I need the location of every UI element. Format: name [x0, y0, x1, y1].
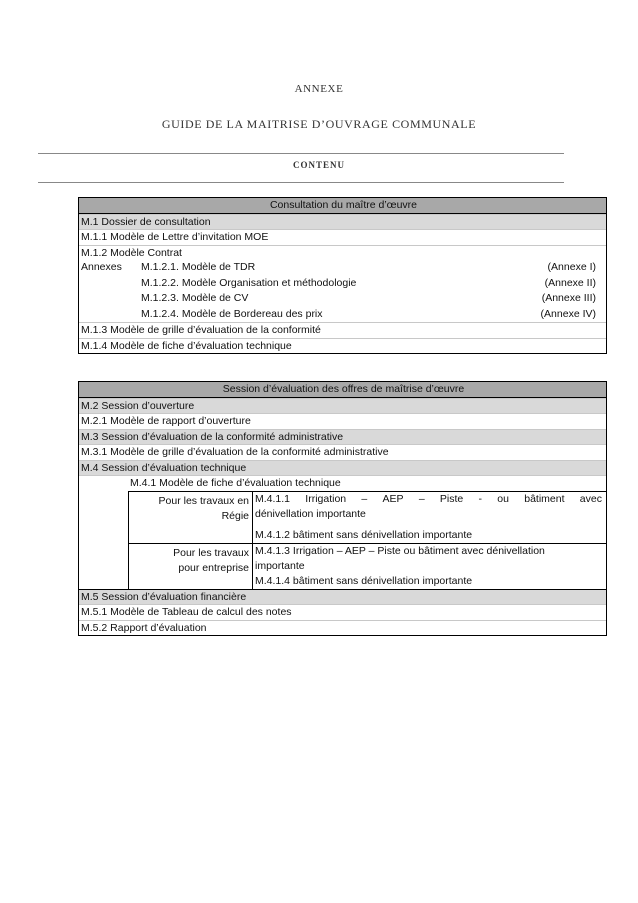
table-row: M.1 Dossier de consultation: [79, 214, 606, 230]
regie-line: M.4.1.2 bâtiment sans dénivellation importante: [255, 528, 473, 541]
table-row: M.1.1 Modèle de Lettre d’invitation MOE: [79, 229, 606, 245]
annex-row: [79, 276, 606, 292]
word: Irrigation: [305, 492, 347, 505]
annex-row: [79, 291, 606, 307]
annex-item-label: M.1.2.3. Modèle de CV: [141, 292, 249, 304]
word: –: [418, 492, 425, 505]
annexe-heading: ANNEXE: [294, 83, 344, 95]
annex-item-label: M.1.2.1. Modèle de TDR: [141, 261, 256, 273]
consultation-table: [78, 197, 607, 354]
entreprise-label-line: Pour les travaux: [173, 546, 249, 559]
word: avec: [579, 492, 602, 505]
regie-label-line: Pour les travaux en: [158, 494, 249, 507]
word: Piste: [439, 492, 464, 505]
annex-row: [79, 260, 606, 276]
word: –: [361, 492, 368, 505]
regie-label-line: Régie: [221, 509, 249, 522]
regie-block: [128, 491, 606, 543]
guide-title: GUIDE DE LA MAITRISE D’OUVRAGE COMMUNALE: [161, 117, 477, 131]
regie-line: dénivellation importante: [255, 507, 366, 520]
regie-line: [253, 492, 606, 507]
annexes-label: Annexes: [81, 261, 122, 273]
table-row: M.2 Session d’ouverture: [79, 398, 606, 414]
word: ou: [497, 492, 509, 505]
word: AEP: [382, 492, 404, 505]
entreprise-label-line: pour entreprise: [178, 561, 249, 574]
table-row: M.5 Session d’évaluation financière: [79, 589, 606, 605]
table-row: M.4 Session d’évaluation technique: [79, 460, 606, 476]
entreprise-line: importante: [255, 559, 305, 572]
annex-ref: (Annexe II): [544, 276, 596, 289]
evaluation-table: [78, 381, 607, 636]
word: bâtiment: [524, 492, 565, 505]
annex-ref: (Annexe I): [547, 261, 596, 273]
annex-ref: (Annexe IV): [540, 307, 596, 320]
contents-heading: CONTENU: [292, 160, 345, 170]
regie-label: [129, 492, 253, 543]
table-row: M.3 Session d’évaluation de la conformité administrative: [79, 429, 606, 445]
entreprise-line: M.4.1.4 bâtiment sans dénivellation importante: [255, 574, 473, 587]
annex-item-label: M.1.2.4. Modèle de Bordereau des prix: [141, 307, 323, 320]
table-row: M.4.1 Modèle de fiche d’évaluation technique: [79, 475, 606, 491]
table-row: M.5.1 Modèle de Tableau de calcul des notes: [79, 604, 606, 620]
table-row: M.1.4 Modèle de fiche d’évaluation technique: [79, 338, 606, 354]
word: -: [478, 492, 483, 505]
entreprise-block: [128, 543, 606, 589]
entreprise-line: M.4.1.3 Irrigation – AEP – Piste ou bâtiment avec dénivellation: [255, 544, 545, 557]
table-row: M.3.1 Modèle de grille d’évaluation de la conformité administrative: [79, 444, 606, 460]
annex-item-label: M.1.2.2. Modèle Organisation et méthodologie: [141, 276, 357, 289]
table-row: M.2.1 Modèle de rapport d’ouverture: [79, 413, 606, 429]
annex-row: [79, 307, 606, 323]
table-row: M.1.2 Modèle Contrat: [79, 245, 606, 261]
entreprise-content: [253, 544, 606, 589]
word: M.4.1.1: [255, 492, 291, 505]
entreprise-label: [129, 544, 253, 589]
top-divider: [38, 153, 564, 154]
table-title: Consultation du maître d’œuvre: [79, 198, 606, 214]
table-row: M.1.3 Modèle de grille d’évaluation de la conformité: [79, 322, 606, 338]
table-title: Session d’évaluation des offres de maîtrise d’œuvre: [79, 382, 606, 398]
table-row: M.5.2 Rapport d’évaluation: [79, 620, 606, 636]
regie-content: [253, 492, 606, 543]
bottom-divider: [38, 182, 564, 183]
annex-ref: (Annexe III): [541, 292, 596, 304]
